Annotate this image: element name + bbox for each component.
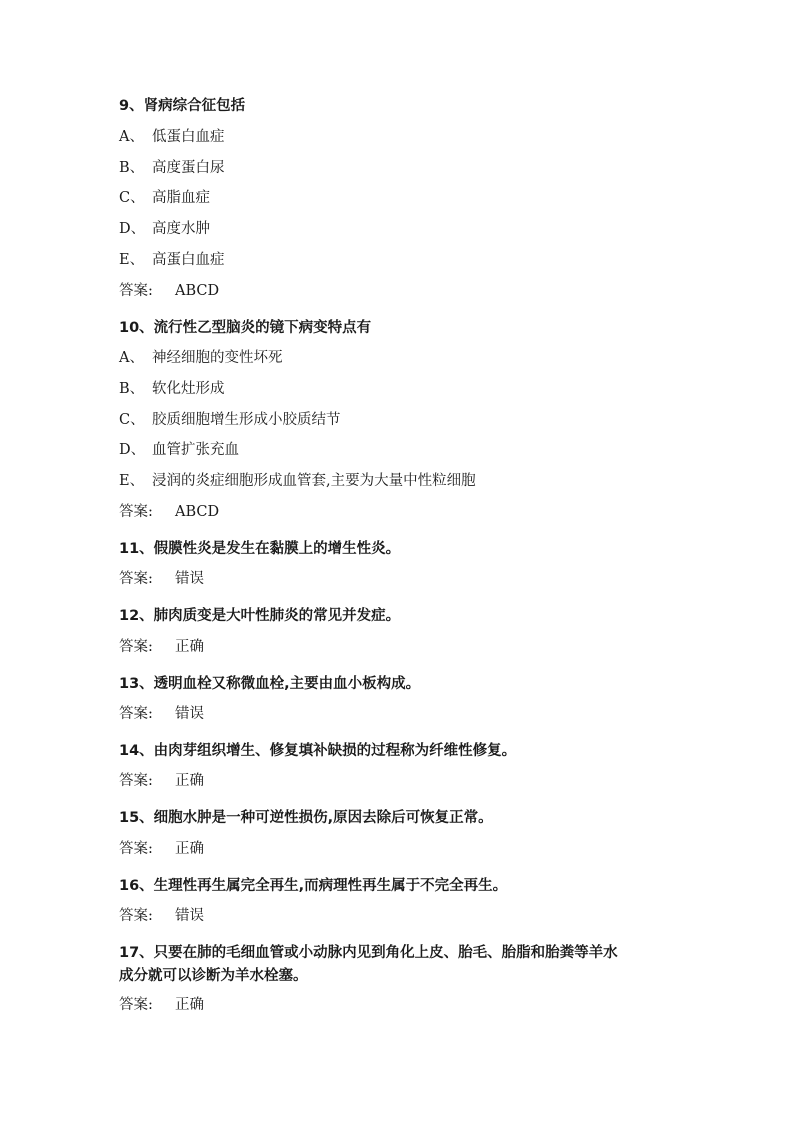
answer-label: 答案: <box>119 841 153 857</box>
answer-label: 答案: <box>119 706 153 722</box>
option-item <box>119 188 210 208</box>
answer-line <box>119 995 204 1015</box>
question-title: 15、细胞水肿是一种可逆性损伤,原因去除后可恢复正常。 <box>119 810 493 826</box>
answer-line <box>119 502 219 522</box>
answer-label: 答案: <box>119 773 153 789</box>
option-item <box>119 158 225 178</box>
answer-line <box>119 569 204 589</box>
answer-line <box>119 906 204 926</box>
option-letter: D、 <box>119 442 146 458</box>
option-item <box>119 250 225 270</box>
option-letter: E、 <box>119 252 145 268</box>
option-letter: D、 <box>119 221 146 237</box>
answer-value: 错误 <box>175 908 204 924</box>
question-title: 13、透明血栓又称微血栓,主要由血小板构成。 <box>119 676 421 692</box>
question-title: 9、肾病综合征包括 <box>119 98 246 114</box>
option-item <box>119 219 210 239</box>
option-item <box>119 348 283 368</box>
answer-line <box>119 637 204 657</box>
option-text: 软化灶形成 <box>152 381 225 397</box>
answer-label: 答案: <box>119 504 153 520</box>
answer-label: 答案: <box>119 639 153 655</box>
question-title: 11、假膜性炎是发生在黏膜上的增生性炎。 <box>119 541 401 557</box>
option-text: 高蛋白血症 <box>152 252 225 268</box>
question-title: 12、肺肉质变是大叶性肺炎的常见并发症。 <box>119 608 401 624</box>
option-letter: E、 <box>119 473 145 489</box>
question-title: 14、由肉芽组织增生、修复填补缺损的过程称为纤维性修复。 <box>119 743 517 759</box>
answer-label: 答案: <box>119 571 153 587</box>
answer-value: ABCD <box>175 504 220 520</box>
option-item <box>119 471 476 491</box>
answer-value: 正确 <box>175 639 204 655</box>
answer-label: 答案: <box>119 908 153 924</box>
answer-label: 答案: <box>119 283 153 299</box>
option-letter: A、 <box>119 350 144 366</box>
option-item <box>119 379 225 399</box>
answer-label: 答案: <box>119 997 153 1013</box>
question-title: 10、流行性乙型脑炎的镜下病变特点有 <box>119 320 372 336</box>
answer-value: 错误 <box>175 706 204 722</box>
option-text: 浸润的炎症细胞形成血管套,主要为大量中性粒细胞 <box>152 473 476 489</box>
option-text: 高度水肿 <box>152 221 210 237</box>
option-text: 高度蛋白尿 <box>152 160 225 176</box>
option-item <box>119 127 225 147</box>
option-text: 胶质细胞增生形成小胶质结节 <box>152 412 341 428</box>
question-title: 17、只要在肺的毛细血管或小动脉内见到角化上皮、胎毛、胎脂和胎粪等羊水 <box>119 945 618 961</box>
option-letter: B、 <box>119 381 145 397</box>
option-letter: C、 <box>119 412 145 428</box>
option-text: 神经细胞的变性坏死 <box>152 350 283 366</box>
option-text: 低蛋白血症 <box>152 129 225 145</box>
answer-line <box>119 839 204 859</box>
answer-value: ABCD <box>175 283 220 299</box>
option-item <box>119 410 341 430</box>
option-text: 高脂血症 <box>152 190 210 206</box>
answer-line <box>119 704 204 724</box>
answer-line <box>119 281 219 301</box>
answer-line <box>119 771 204 791</box>
option-letter: A、 <box>119 129 144 145</box>
option-text: 血管扩张充血 <box>152 442 239 458</box>
question-title: 16、生理性再生属完全再生,而病理性再生属于不完全再生。 <box>119 878 508 894</box>
option-item <box>119 440 239 460</box>
option-letter: C、 <box>119 190 145 206</box>
answer-value: 正确 <box>175 997 204 1013</box>
answer-value: 正确 <box>175 773 204 789</box>
question-title-continued: 成分就可以诊断为羊水栓塞。 <box>119 968 308 984</box>
answer-value: 错误 <box>175 571 204 587</box>
option-letter: B、 <box>119 160 145 176</box>
answer-value: 正确 <box>175 841 204 857</box>
